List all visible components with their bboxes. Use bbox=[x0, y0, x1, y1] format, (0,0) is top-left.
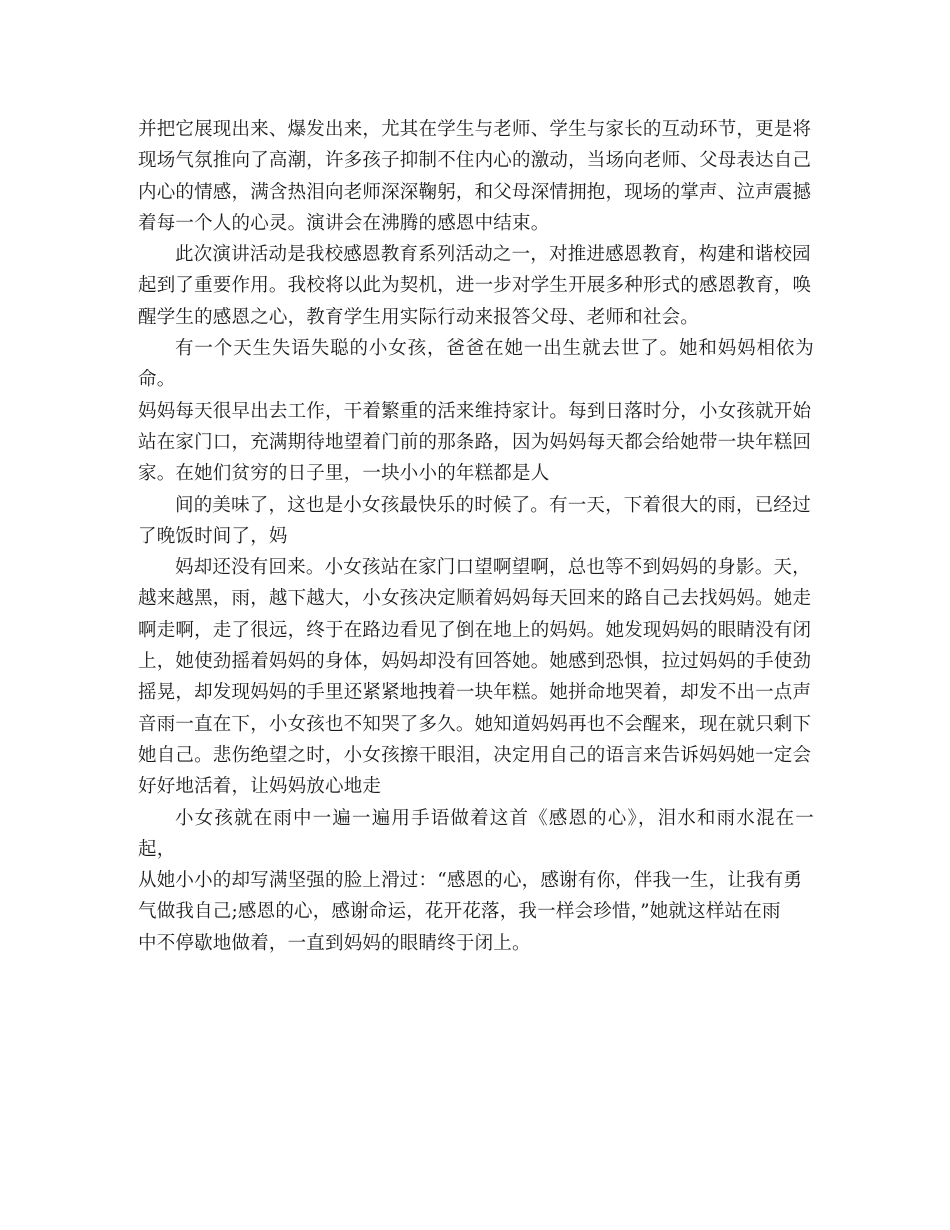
paragraph-story-search: 妈却还没有回来。小女孩站在家门口望啊望啊，总也等不到妈妈的身影。天， 越来越黑，雨，越下越大，小女孩决定顺着妈妈每天回来的路自己去找妈妈。她走 啊走啊，走了很远，终于在路边看见了倒在地上的妈妈。她发现妈妈的眼睛没有闭 上，她使劲摇着妈妈的身体，妈妈却没有回答她。她感到恐惧，拉过妈妈的手使劲 摇晃，却发现妈妈的手里还紧紧地拽着一块年糕。她拼命地哭着，却发不出一点声 音雨一直在下，小女孩也不知哭了多久。她知道妈妈再也不会醒来，现在就只剩下 她自己。悲伤绝望之时，小女孩擦干眼泪，决定用自己的语言来告诉妈妈她一定会 好好地活着，让妈妈放心地走 bbox=[138, 557, 812, 798]
paragraph-activity-summary: 此次演讲活动是我校感恩教育系列活动之一，对推进感恩教育，构建和谐校园 起到了重要作用。我校将以此为契机，进一步对学生开展多种形式的感恩教育，唤 醒学生的感恩之心，教育学生用实际行动来报答父母、老师和社会。 bbox=[138, 244, 812, 328]
document-page bbox=[138, 114, 814, 959]
paragraph-story-rainy-day: 间的美味了，这也是小女孩最快乐的时候了。有一天，下着很大的雨，已经过 了晚饭时间了，妈 bbox=[138, 494, 811, 547]
paragraph-story-intro: 有一个天生失语失聪的小女孩，爸爸在她一出生就去世了。她和妈妈相依为命。 妈妈每天很早出去工作，干着繁重的活来维持家计。每到日落时分，小女孩就开始 站在家门口，充满期待地望着门前的那条路，因为妈妈每天都会给她带一块年糕回 家。在她们贫穷的日子里，一块小小的年糕都是人 bbox=[138, 338, 814, 485]
paragraph-story-ending: 小女孩就在雨中一遍一遍用手语做着这首《感恩的心》，泪水和雨水混在一起， 从她小小的却写满坚强的脸上滑过：“感恩的心，感谢有你，伴我一生，让我有勇 气做我自己;感恩的心，感谢命运，花开花落，我一样会珍惜，”她就这样站在雨 中不停歇地做着，一直到妈妈的眼睛终于闭上。 bbox=[138, 807, 814, 954]
paragraph-speech-climax: 并把它展现出来、爆发出来，尤其在学生与老师、学生与家长的互动环节，更是将 现场气氛推向了高潮，许多孩子抑制不住内心的激动，当场向老师、父母表达自己 内心的情感，满含热泪向老师深深鞠躬，和父母深情拥抱，现场的掌声、泣声震撼 着每一个人的心灵。演讲会在沸腾的感恩中结束。 bbox=[138, 119, 812, 234]
